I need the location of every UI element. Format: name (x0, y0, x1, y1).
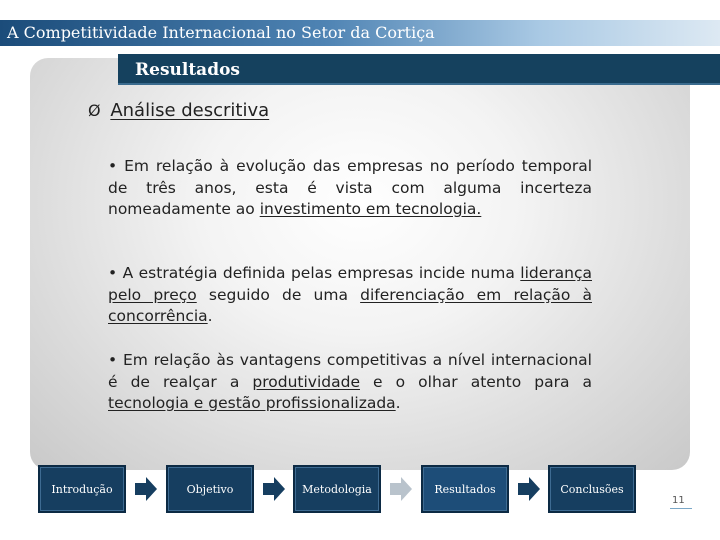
nav-metodologia-button[interactable]: Metodologia (293, 465, 381, 513)
nav-conclusoes-button[interactable]: Conclusões (548, 465, 636, 513)
subheading (88, 100, 269, 121)
arrow-right-icon (390, 477, 412, 501)
arrow-right-icon (263, 477, 285, 501)
page-number-rule (670, 508, 692, 509)
underlined-text: tecnologia e gestão profissionalizada (108, 394, 396, 412)
arrow-right-icon (135, 477, 157, 501)
nav-resultados-button[interactable]: Resultados (421, 465, 509, 513)
paragraph-text: • Em relação à evolução das empresas no período temporal de três anos, esta é vista com alguma incerteza nomeadamente ao (108, 157, 592, 218)
nav-objetivo-button[interactable]: Objetivo (166, 465, 254, 513)
nav-introducao-button[interactable]: Introdução (38, 465, 126, 513)
paragraph-advantages (108, 350, 592, 415)
arrow-right-icon (518, 477, 540, 501)
section-title: Resultados (135, 60, 240, 80)
paragraph-text: seguido de uma (196, 285, 361, 304)
paragraph-text: • A estratégia definida pelas empresas incide numa (108, 264, 521, 282)
underlined-text: produtividade (252, 372, 360, 391)
subheading-text: Análise descritiva (110, 100, 270, 121)
paragraph-text: e o olhar atento para a (359, 372, 592, 391)
underlined-text: diferenciação em relação à concorrência (108, 285, 592, 325)
underlined-text: liderança pelo preço (108, 264, 592, 304)
underlined-text: investimento em tecnologia. (259, 200, 482, 218)
presentation-title: A Competitividade Internacional no Setor da Cortiça (7, 23, 435, 42)
paragraph-strategy (108, 263, 592, 328)
paragraph-text: • Em relação às vantagens competitivas a nível internacional é de realçar a (108, 351, 592, 391)
paragraph-text: . (207, 307, 213, 325)
paragraph-text: . (395, 394, 401, 412)
paragraph-evolution (108, 156, 592, 221)
page-number: 11 (672, 495, 685, 506)
arrow-bullet-icon: Ø (88, 101, 101, 120)
